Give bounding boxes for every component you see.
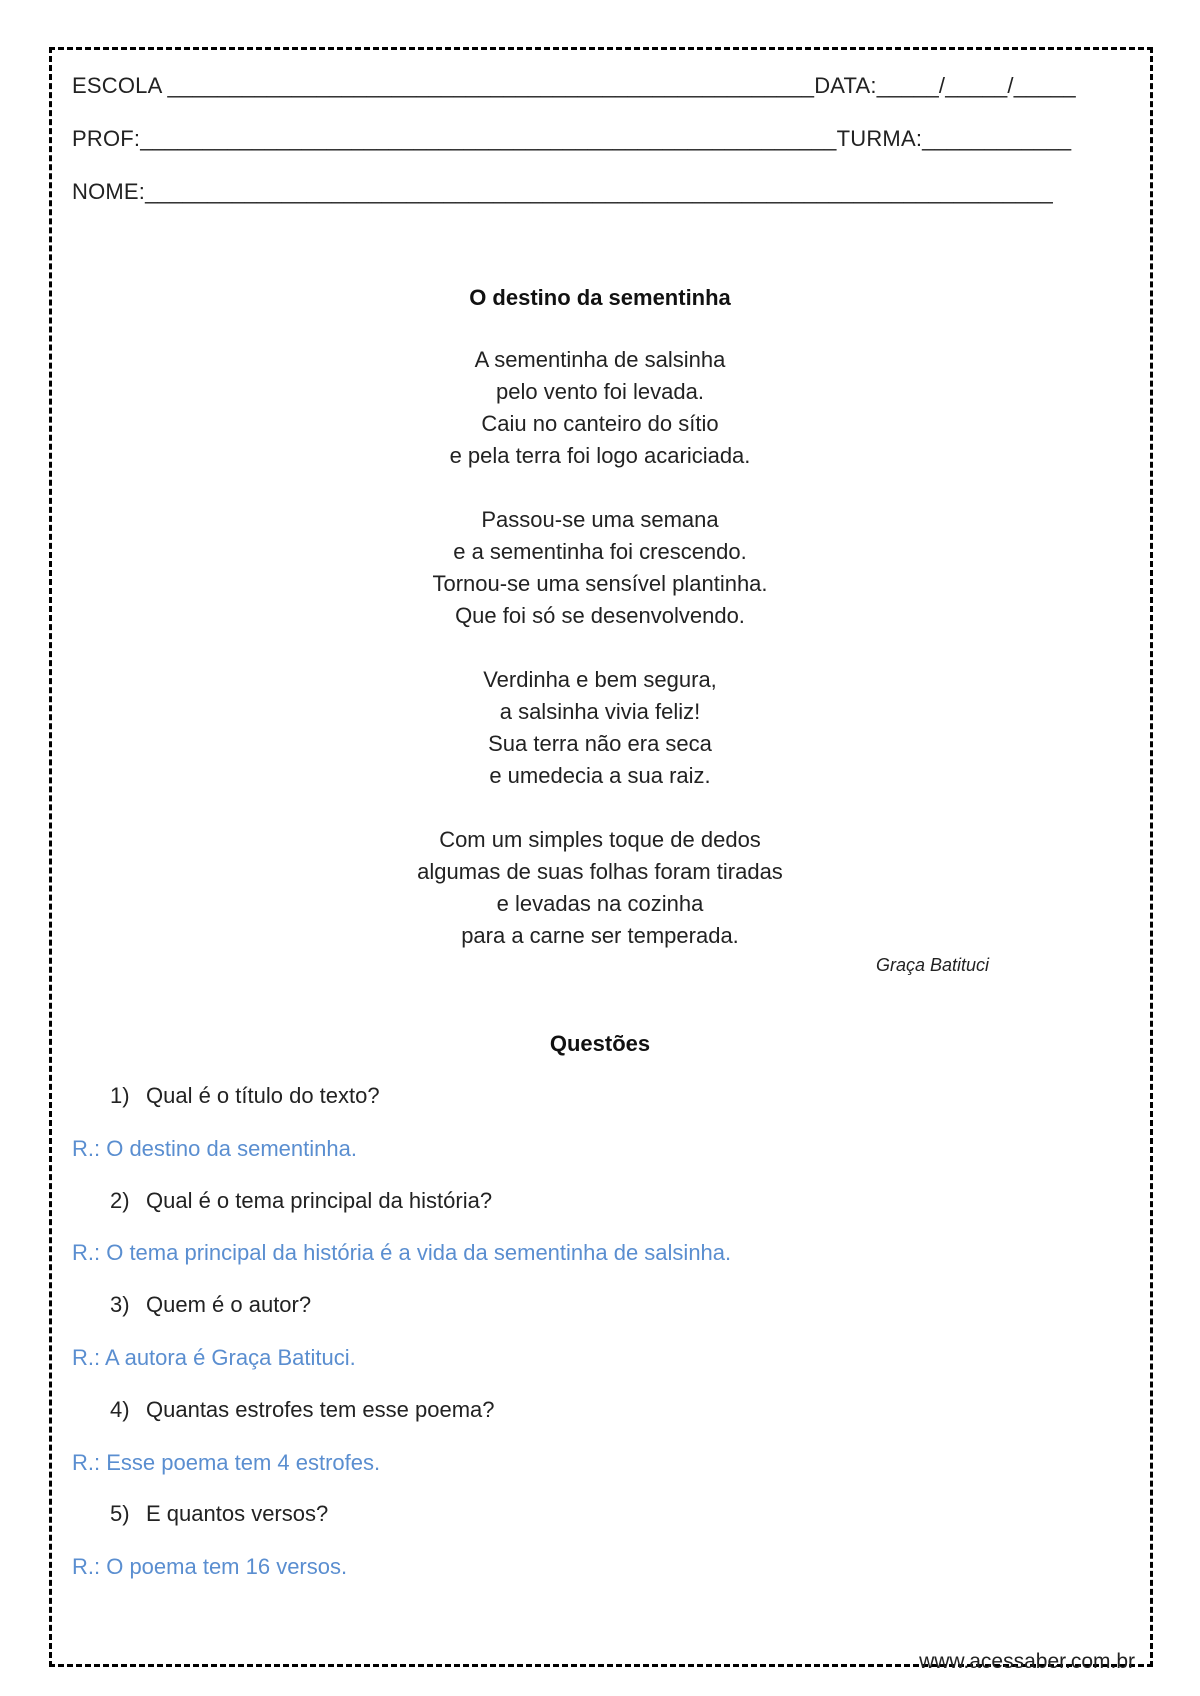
teacher-class-line[interactable]: PROF:________________________________________________________TURMA:____________	[72, 126, 1072, 151]
verse: Sua terra não era seca	[488, 731, 712, 756]
stanza	[0, 664, 1200, 792]
poem-author: Graça Batituci	[876, 955, 990, 975]
question-text: E quantos versos?	[146, 1501, 329, 1526]
verse: Com um simples toque de dedos	[439, 827, 761, 852]
question-5	[110, 1501, 328, 1527]
question-text: Quantas estrofes tem esse poema?	[146, 1397, 495, 1422]
question-2	[110, 1188, 492, 1214]
verse: Verdinha e bem segura,	[483, 667, 717, 692]
student-name-line[interactable]: NOME:_________________________________________________________________________	[72, 179, 1053, 204]
question-text: Qual é o tema principal da história?	[146, 1188, 493, 1213]
answer-3: R.: A autora é Graça Batituci.	[72, 1345, 356, 1370]
stanza	[0, 344, 1200, 472]
footer-website: www.acessaber.com.br	[919, 1650, 1135, 1673]
question-number: 1)	[110, 1083, 130, 1108]
verse: e pela terra foi logo acariciada.	[449, 443, 751, 468]
question-number: 5)	[110, 1501, 130, 1526]
verse: Caiu no canteiro do sítio	[481, 411, 719, 436]
stanza	[0, 824, 1200, 952]
question-number: 3)	[110, 1292, 130, 1317]
school-date-line[interactable]: ESCOLA ____________________________________________________DATA:_____/_____/_____	[72, 73, 1076, 98]
verse: pelo vento foi levada.	[496, 379, 704, 404]
verse: a salsinha vivia feliz!	[499, 699, 701, 724]
verse: para a carne ser temperada.	[461, 923, 739, 948]
verse: e levadas na cozinha	[496, 891, 704, 916]
stanza	[0, 504, 1200, 632]
answer-2: R.: O tema principal da história é a vida da sementinha de salsinha.	[72, 1240, 732, 1265]
verse: Que foi só se desenvolvendo.	[455, 603, 745, 628]
verse: e umedecia a sua raiz.	[489, 763, 711, 788]
answer-1: R.: O destino da sementinha.	[72, 1136, 357, 1161]
question-number: 4)	[110, 1397, 130, 1422]
verse: Passou-se uma semana	[481, 507, 719, 532]
poem-title: O destino da sementinha	[469, 285, 731, 310]
verse: algumas de suas folhas foram tiradas	[417, 859, 783, 884]
questions-title: Questões	[549, 1031, 651, 1056]
question-1	[110, 1083, 380, 1109]
verse: A sementinha de salsinha	[474, 347, 726, 372]
answer-5: R.: O poema tem 16 versos.	[72, 1554, 348, 1579]
question-text: Qual é o título do texto?	[146, 1083, 380, 1108]
question-4	[110, 1397, 495, 1423]
question-text: Quem é o autor?	[146, 1292, 312, 1317]
poem-body	[0, 344, 1200, 984]
verse: e a sementinha foi crescendo.	[453, 539, 747, 564]
verse: Tornou-se uma sensível plantinha.	[432, 571, 768, 596]
answer-4: R.: Esse poema tem 4 estrofes.	[72, 1450, 381, 1475]
question-number: 2)	[110, 1188, 130, 1213]
question-3	[110, 1292, 311, 1318]
